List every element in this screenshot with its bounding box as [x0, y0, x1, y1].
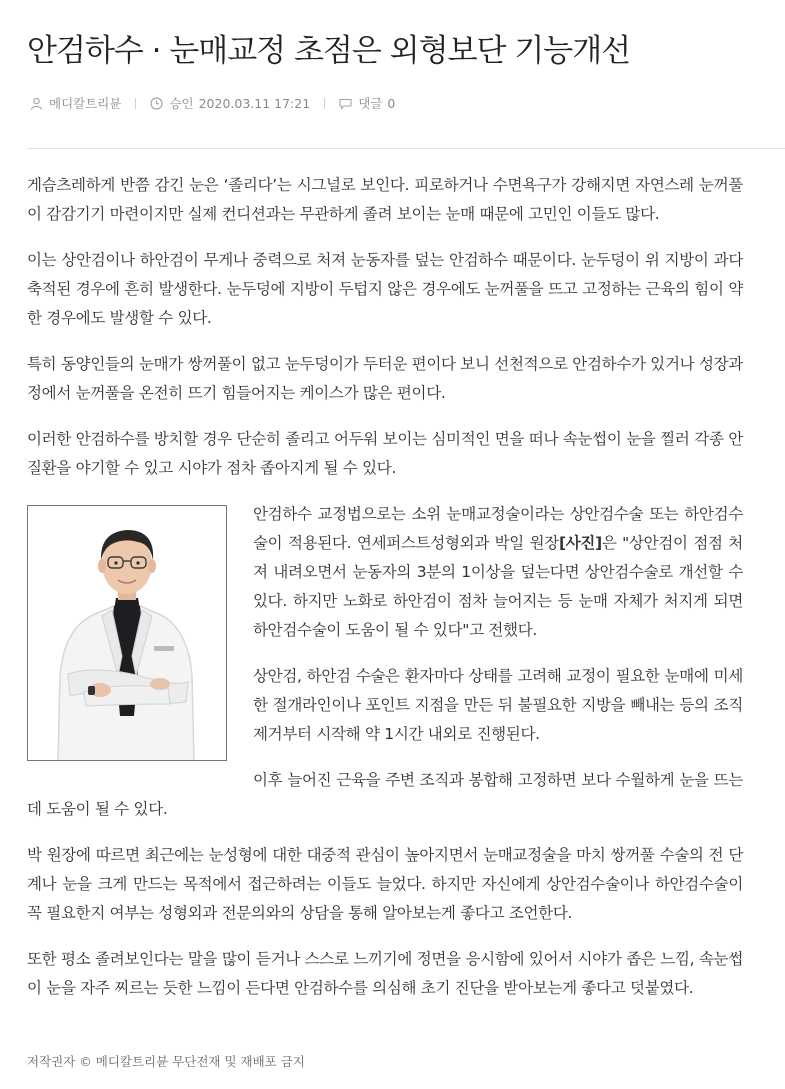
approved-time: 2020.03.11 17:21: [198, 95, 311, 111]
approved-label: 승인: [169, 96, 194, 111]
doctor-portrait-illustration: [28, 506, 226, 760]
paragraph: 상안검, 하안검 수술은 환자마다 상태를 고려해 교정이 필요한 눈매에 미세한 절개라인이나 포인트 지점을 만든 뒤 불필요한 지방을 빼내는 등의 조직 제거부터 시작해 약 1시간 내외로 진행된다.: [253, 667, 743, 743]
paragraph: 이러한 안검하수를 방치할 경우 단순히 졸리고 어두워 보이는 심미적인 면을 떠나 속눈썹이 눈을 찔러 각종 안질환을 야기할 수 있고 시야가 점차 좁아지게 될 수 있다.: [27, 430, 743, 477]
paragraph-text: 안검하수 교정법으로는 소위 눈매교정술이라는 상안검수술 또는 하안검수술이 적용된다. 연세퍼스트성형외과 박일 원장: [253, 505, 743, 552]
speech-bubble-icon: [339, 97, 352, 110]
meta-divider: [324, 98, 325, 109]
paragraph: 이후 늘어진 근육을 주변 조직과 봉합해 고정하면 보다 수월하게 눈을 뜨는데 도움이 될 수 있다.: [27, 771, 743, 818]
author-name[interactable]: 메디칼트리뷴: [49, 96, 122, 111]
header-divider: [27, 148, 785, 149]
paragraph-text: 은 "상안검이 점점 처져 내려오면서 눈동자의 3분의 1이상을 덮는다면 상안검수술로 개선할 수 있다. 하지만 노화로 하안검이 점차 늘어지는 등 눈매 자체가 처지게 되면 하안검수술이 도움이 될 수 있다"고 전했다.: [253, 534, 743, 639]
article-headline: 안검하수 · 눈매교정 초점은 외형보단 기능개선: [27, 33, 631, 69]
comments-count: 0: [387, 95, 396, 111]
author-info: [30, 94, 121, 112]
paragraph: 박 원장에 따르면 최근에는 눈성형에 대한 대중적 관심이 높아지면서 눈매교정술을 마치 쌍꺼풀 수술의 전 단계나 눈을 크게 만드는 목적에서 접근하려는 이들도 늘었다. 하지만 자신에게 상안검수술이나 하안검수술이 꼭 필요한지 여부는 성형외과 전문의와의 상담을 통해 알아보는게 좋다고 조언한다.: [27, 846, 743, 922]
paragraph: 이는 상안검이나 하안검이 무게나 중력으로 처져 눈동자를 덮는 안검하수 때문이다. 눈두덩이 위 지방이 과다 축적된 경우에 흔히 발생한다. 눈두덩에 지방이 두텁지 않은 경우에도 눈꺼풀을 뜨고 고정하는 근육의 힘이 약한 경우에도 발생할 수 있다.: [27, 251, 743, 327]
article-body: [27, 171, 743, 1020]
photo-reference: [사진]: [558, 534, 602, 552]
person-icon: [30, 97, 43, 110]
paragraph: 특히 동양인들의 눈매가 쌍꺼풀이 없고 눈두덩이가 두터운 편이다 보니 선천적으로 안검하수가 있거나 성장과정에서 눈꺼풀을 온전히 뜨기 힘들어지는 케이스가 많은 편이다.: [27, 355, 743, 402]
copyright-notice: 저작권자 © 메디칼트리뷴 무단전재 및 재배포 금지: [27, 1054, 305, 1069]
paragraph: 게슴츠레하게 반쯤 감긴 눈은 ‘졸리다’는 시그널로 보인다. 피로하거나 수면욕구가 강해지면 자연스레 눈꺼풀이 감감기기 마련이지만 실제 컨디션과는 무관하게 졸려 보이는 눈매 때문에 고민인 이들도 많다.: [27, 176, 743, 223]
meta-divider: [135, 98, 136, 109]
approved-info: [150, 94, 310, 112]
clock-icon: [150, 97, 163, 110]
comments-label: 댓글: [358, 96, 383, 111]
comments-info[interactable]: [339, 94, 395, 112]
paragraph: 또한 평소 졸려보인다는 말을 많이 듣거나 스스로 느끼기에 정면을 응시함에 있어서 시야가 좁은 느낌, 속눈썹이 눈을 자주 찌르는 듯한 느낌이 든다면 안검하수를 의심해 초기 진단을 받아보는게 좋다고 덧붙였다.: [27, 950, 743, 997]
article-meta: [30, 93, 395, 113]
doctor-photo[interactable]: [27, 505, 227, 761]
